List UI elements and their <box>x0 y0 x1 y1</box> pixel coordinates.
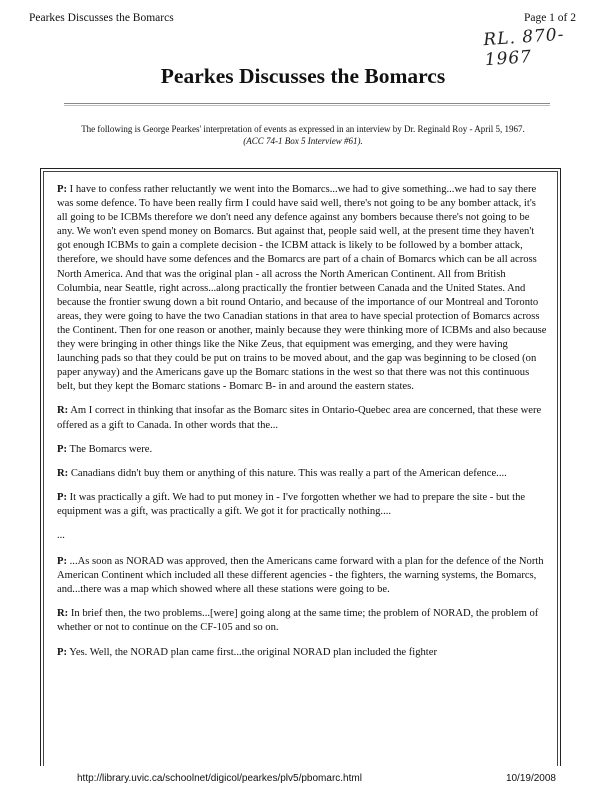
transcript-paragraph <box>57 404 549 432</box>
transcript-paragraph <box>57 467 549 481</box>
paragraph-text: The Bomarcs were. <box>69 443 153 455</box>
transcript-content <box>57 183 549 670</box>
speaker-label: P: <box>57 556 67 568</box>
speaker-label: P: <box>57 491 67 503</box>
speaker-label: P: <box>57 646 67 658</box>
footer-url: http://library.uvic.ca/schoolnet/digicol/pearkes/plv5/pbomarc.html <box>77 773 362 784</box>
intro-text: The following is George Pearkes' interpretation of events as expressed in an interview by Dr. Reginald Roy - April 5, 1967. <box>81 124 525 134</box>
intro-block <box>30 123 576 147</box>
speaker-label: R: <box>57 467 69 479</box>
intro-reference: (ACC 74-1 Box 5 Interview #61). <box>243 136 363 146</box>
transcript-panel <box>40 168 561 766</box>
transcript-paragraph <box>57 555 549 597</box>
speaker-label: R: <box>57 608 69 620</box>
speaker-label: R: <box>57 405 69 417</box>
header-page-info: Page 1 of 2 <box>523 12 576 24</box>
page-title: Pearkes Discusses the Bomarcs <box>160 64 446 88</box>
paragraph-text: ...As soon as NORAD was approved, then the Americans came forward with a plan for the defence of the North American Continent which included all these different agencies - the fighters, the warning systems, the Bomarcs, and...there was a map which showed where all these stations were going to be. <box>57 556 544 596</box>
omission-ellipsis: ... <box>57 529 65 541</box>
header-doc-title: Pearkes Discusses the Bomarcs <box>29 12 174 24</box>
paragraph-text: Canadians didn't buy them or anything of this nature. This was really a part of the American defence.... <box>70 467 507 479</box>
footer-date: 10/19/2008 <box>505 773 556 784</box>
handwritten-note: RL. 870-1967 <box>482 24 566 71</box>
paragraph-text: Am I correct in thinking that insofar as the Bomarc sites in Ontario-Quebec area are concerned, that these were offered as a gift to Canada. In other words that the... <box>57 405 542 431</box>
transcript-paragraph <box>57 183 549 394</box>
transcript-paragraph <box>57 443 549 457</box>
title-divider <box>64 103 550 106</box>
transcript-paragraph <box>57 646 549 660</box>
paragraph-text: In brief then, the two problems...[were] going along at the same time; the problem of NORAD, the problem of whether or not to continue on the CF-105 and so on. <box>57 608 539 634</box>
paragraph-text: It was practically a gift. We had to put money in - I've forgotten whether we had to prepare the site - but the equipment was a gift, was practically a gift. We got it for practically nothing.... <box>57 491 526 517</box>
paragraph-text: Yes. Well, the NORAD plan came first...the original NORAD plan included the fighter <box>69 646 437 658</box>
transcript-paragraph <box>57 607 549 635</box>
speaker-label: P: <box>57 184 67 195</box>
transcript-paragraph <box>57 491 549 519</box>
paragraph-text: I have to confess rather reluctantly we went into the Bomarcs...we had to give something...we had to say there was some defence. To have been really firm I could have said well, there's not going to be any bomber attack, it's all going to be ICBMs therefore we don't need any defence against any bombers because there's not going to be any. We won't even spend money on Bomarcs. But against that, people said well, at the present time they haven't got enough ICBMs to gain a complete decision - the ICBM attack is likely to be followed by a bomber attack, therefore, we should have some defences and the Bomarcs are part of a chain of Bomarcs which can be all across North America. And that was the original plan - all across the North American Continent. All from British Columbia, near Seattle, right across...along practically the frontier between Canada and the United States. And because the frontier swung down a bit round Ontario, and because of the importance of our Montreal and Toronto areas, they were going to have the two Canadian stations in that area to have special protection of Bomarcs across the Continent. Then for one reason or another, mainly because they were thinking more of ICBMs and also because they were bringing in other things like the Nike Zeus, that equipment was emerging, and they were having launching pads so that they could be put on trains to be moved about, and the gap was beginning to be closed (on paper anyway) and the Americans gave up the Bomarc stations in the west so that there was not this continuous belt, but they kept the Bomarc stations - Bomarc B- in and around the eastern states. <box>57 184 547 393</box>
speaker-label: P: <box>57 443 67 455</box>
